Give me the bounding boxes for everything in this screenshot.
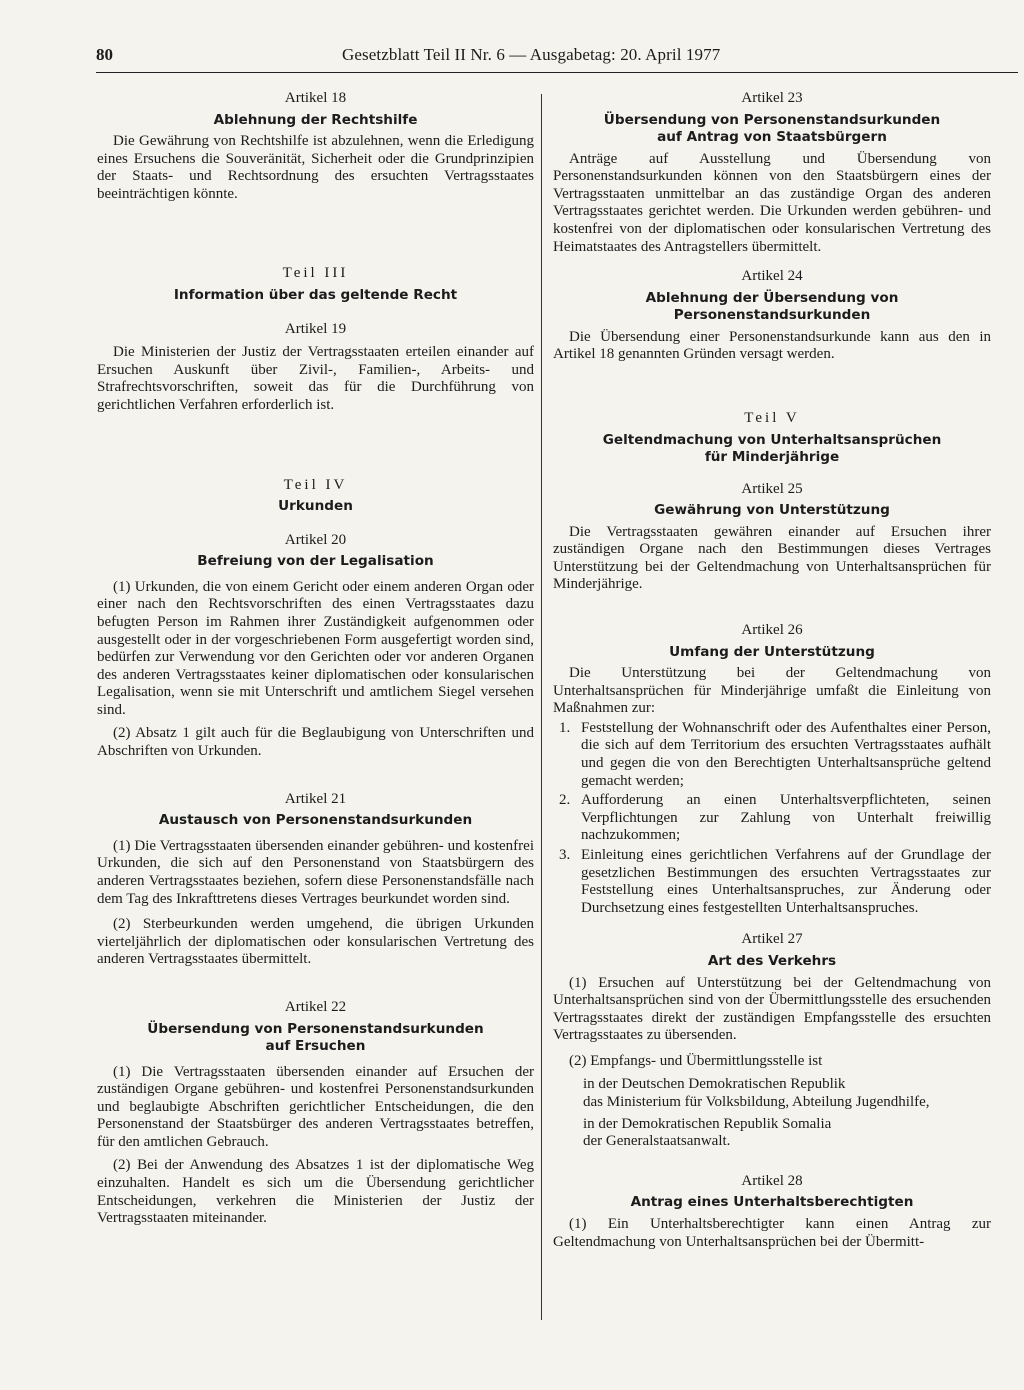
page-header [96,46,1018,73]
left-column [97,90,534,1228]
list-number: 3. [559,847,571,864]
header-title: Gesetzblatt Teil II Nr. 6 — Ausgabetag: 20. April 1977 [342,45,721,64]
article-19 [97,321,534,415]
article-28 [553,1173,991,1251]
article-22 [97,999,534,1228]
article-heading: Artikel 18 [284,90,347,106]
article-25 [553,481,991,594]
list-item [553,720,991,790]
article-heading: Artikel 22 [284,998,347,1015]
article-title-line-2: auf Ersuchen [265,1038,366,1054]
paragraph: (2) Sterbeurkunden werden umgehend, die übrigen Urkunden vierteljährlich der diplomatischen oder konsularischen Vertretung des anderen Vertragsstaates übermittelt. [97,916,534,968]
paragraph: (2) Absatz 1 gilt auch für die Beglaubigung von Unterschriften und Abschriften von Urkunden. [97,725,534,760]
article-heading: Artikel 21 [284,790,347,807]
teil-3 [97,265,534,304]
article-title-line-1: Übersendung von Personenstandsurkunden [147,1020,484,1037]
paragraph: (1) Ein Unterhaltsberechtigter kann einen Antrag zur Geltendmachung von Unterhaltsansprüchen bei der Übermitt- [553,1215,991,1250]
list-number: 1. [559,719,571,736]
article-title: Ablehnung der Rechtshilfe [213,111,418,128]
article-title-line-2: auf Antrag von Staatsbürgern [657,129,887,146]
article-24 [553,268,991,364]
part-title-line-1: Geltendmachung von Unterhaltsansprüchen [602,431,942,448]
article-title: Befreiung von der Legalisation [197,553,434,570]
part-title: Information über das geltende Recht [173,287,458,304]
article-heading: Artikel 27 [741,931,803,948]
list-item [553,792,991,845]
paragraph: Die Übersendung einer Personenstandsurkunde kann aus den in Artikel 18 genannten Gründen versagt werden. [553,328,991,363]
paragraph: (2) Bei der Anwendung des Absatzes 1 ist der diplomatische Weg einzuhalten. Handelt es sich um die Übersendung gerichtlicher Entscheidungen, verkehren die Ministerien der Justiz der Vertragsstaaten miteinander. [97,1157,534,1227]
paragraph: (1) Urkunden, die von einem Gericht oder einem anderen Organ oder einer nach den Rechtsvorschriften des einen Vertragsstaates dazu befugten Person im Rahmen ihrer Zuständigkeit aufgenommen oder ausgestellt oder in der vorgeschriebenen Form ausgefertigt worden sind, bedürfen zur Verwendung vor den Gerichten oder vor anderen Organen des anderen Vertragsstaates keiner diplomatischen oder konsularischen Legalisation, wenn sie mit Unterschrift und amtlichem Siegel versehen sind. [97,578,534,718]
part-title-line-2: für Minderjährige [704,449,840,466]
article-heading: Artikel 25 [741,480,803,497]
paragraph: (2) Empfangs- und Übermittlungsstelle ist [569,1052,823,1069]
article-heading: Artikel 19 [284,320,347,337]
list-text: Feststellung der Wohnanschrift oder des Aufenthaltes einer Person, die sich auf dem Territorium des ersuchten Vertragsstaates aufhält und gegen die von den Berechtigten Unterhaltsansprüche geltend gemacht werden; [581,719,991,789]
paragraph: Anträge auf Ausstellung und Übersendung von Personenstandsurkunden können von den Staatsbürgern eines der Vertragsstaaten unmittelbar an das zuständige Organ des anderen Vertragsstaates gerichtet werden. Die Urkunden werden gebühren- und kostenfrei von der diplomatischen oder konsularischen Vertretung des Heimatstaates des Antragstellers übermittelt. [553,150,991,255]
address-line: der Generalstaatsanwalt. [583,1133,731,1150]
article-title: Umfang der Unterstützung [669,643,875,660]
paragraph: Die Unterstützung bei der Geltendmachung von Unterhaltsansprüchen für Minderjährige umfaßt die Einleitung von Maßnahmen zur: [553,665,991,717]
article-heading: Artikel 23 [741,90,803,106]
list-item [553,847,991,917]
paragraph: Die Vertragsstaaten gewähren einander auf Ersuchen ihrer zuständigen Organe nach den Bestimmungen dieses Vertrages Unterstützung bei der Geltendmachung von Unterhaltsansprüchen für Minderjährige. [553,523,991,593]
address-line: in der Demokratischen Republik Somalia [583,1115,832,1132]
paragraph: Die Gewährung von Rechtshilfe ist abzulehnen, wenn die Erledigung eines Ersuchens die Souveränität, Sicherheit oder die Grundprinzipien der Staats- und Rechtsordnung des ersuchten Vertragsstaates beeinträchtigen könnte. [97,133,534,202]
column-divider [541,94,542,1320]
part-heading: Teil III [282,265,349,282]
page-number: 80 [96,45,113,64]
paragraph: (1) Die Vertragsstaaten übersenden einander auf Ersuchen der zuständigen Organe gebühren- und kostenfrei Personenstandsurkunden und beglaubigte Abschriften gerichtlicher Entscheidungen, die den Personenstand der Staatsbürger des anderen Vertragsstaates betreffen, für den amtlichen Gebrauch. [97,1063,534,1150]
article-title: Antrag eines Unterhaltsberechtigten [630,1194,914,1211]
address-line: in der Deutschen Demokratischen Republik [583,1076,846,1093]
article-heading: Artikel 20 [284,531,347,548]
article-title: Art des Verkehrs [707,953,837,969]
article-title-line-1: Übersendung von Personenstandsurkunden [603,111,941,128]
article-20 [97,532,534,761]
part-heading: Teil V [744,409,800,426]
article-26 [553,622,991,917]
right-column [553,90,991,1251]
article-21 [97,791,534,969]
paragraph: Die Ministerien der Justiz der Vertragsstaaten erteilen einander auf Ersuchen Auskunft über Zivil-, Familien-, Arbeits- und Strafrechtsvorschriften, soweit das für die Durchführung von gerichtlichen Verfahren erforderlich ist. [97,344,534,413]
article-23 [553,90,991,256]
article-title: Gewährung von Unterstützung [654,502,890,519]
paragraph: (1) Die Vertragsstaaten übersenden einander gebühren- und kostenfrei Urkunden, die sich auf den Personenstand von Staatsbürgern des anderen Vertragsstaates beziehen, sofern diese Personenstandsfälle nach dem Tag des Inkrafttretens dieses Vertrages beurkundet worden sind. [97,837,534,907]
article-heading: Artikel 26 [741,622,803,638]
article-27 [553,931,991,1150]
article-title: Ablehnung der Übersendung von Personenstandsurkunden [645,289,899,324]
part-heading: Teil IV [283,476,348,493]
teil-5 [553,410,991,467]
list-text: Einleitung eines gerichtlichen Verfahrens auf der Grundlage der gesetzlichen Bestimmungen des ersuchten Vertragsstaates zur Feststellung eines Unterhaltsanspruches, zur Änderung oder Durchsetzung eines festgestellten Unterhaltsanspruches. [581,847,991,916]
part-title: Urkunden [278,498,353,515]
list-text: Aufforderung an einen Unterhaltsverpflichteten, seinen Verpflichtungen zur Zahlung von Unterhalt freiwillig nachzukommen; [581,792,991,844]
address-line: das Ministerium für Volksbildung, Abteilung Jugendhilfe, [583,1094,930,1111]
teil-4 [97,477,534,516]
article-title: Austausch von Personenstandsurkunden [158,812,473,829]
paragraph: (1) Ersuchen auf Unterstützung bei der Geltendmachung von Unterhaltsansprüchen sind von der Übermittlungsstelle des ersuchenden Vertragsstaates direkt der zuständigen Empfangsstelle des ersuchten Vertragsstaates zu übersenden. [553,974,991,1044]
list-number: 2. [559,792,571,809]
article-heading: Artikel 24 [741,268,803,285]
article-18 [97,90,534,203]
article-heading: Artikel 28 [741,1172,803,1189]
